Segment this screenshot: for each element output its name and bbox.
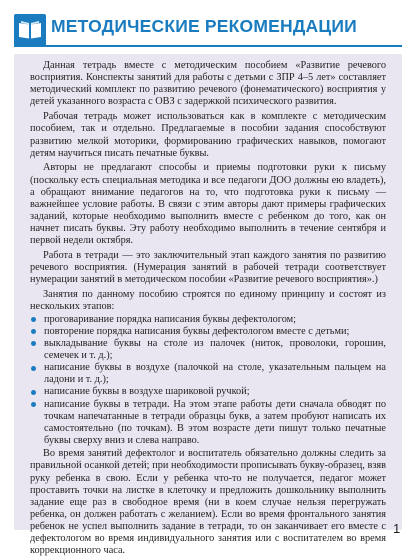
list-item: проговаривание порядка написания буквы дефектологом; xyxy=(30,314,386,326)
page-number: 1 xyxy=(393,521,401,536)
list-item: выкладывание буквы на столе из палочек (ниток, проволоки, горошин, семечек и т. д.); xyxy=(30,338,386,362)
bullet-icon xyxy=(31,317,36,322)
bullet-icon xyxy=(31,390,36,395)
page-title: МЕТОДИЧЕСКИЕ РЕКОМЕНДАЦИИ xyxy=(51,16,357,36)
paragraph-hand-preparation: Авторы не предлагают способы и приемы подготовки руки к письму (поскольку есть специальная методика и все педагоги ДОО должны ею владеть), а обращают внимание педагогов на то, что подготовка руки к письму — важнейшее условие работы. В связи с этим авторы дают примеры графических заданий, которые необходимо выполнить вместе с ребенком до того, как он начнет писать буквы. Эту работу необходимо выполнить в течение сентября и первой недели октября. xyxy=(30,162,386,247)
bullet-icon xyxy=(31,366,36,371)
paragraph-final-stage: Работа в тетради — это заключительный этап каждого занятия по развитию речевого восприятия. (Нумерация занятий в рабочей тетради соответствует нумерации занятий в методическом пособии «Развитие речевого восприятия».) xyxy=(30,250,386,286)
document-body xyxy=(30,60,386,560)
paragraph-intro: Данная тетрадь вместе с методическим пособием «Развитие речевого восприятия. Конспекты занятий для работы с детьми с ЗПР 4–5 лет» составляет методический комплект по развитию речевого (фонематического) восприятия у детей указанного возраста с ОВЗ с задержкой психического развития. xyxy=(30,60,386,108)
paragraph-workbook-usage: Рабочая тетрадь может использоваться как в комплекте с методическим пособием, так и отдельно. Предлагаемые в пособии задания способствуют развитию мелкой моторики, формированию графических навыков, помогают детям научиться писать печатные буквы. xyxy=(30,111,386,159)
paragraph-lesson-structure: Занятия по данному пособию строятся по единому принципу и состоят из нескольких этапов: xyxy=(30,289,386,313)
list-item: повторение порядка написания буквы дефектологом вместе с детьми; xyxy=(30,326,386,338)
list-item: написание буквы в воздухе (палочкой на столе, указательным пальцем на ладони и т. д.); xyxy=(30,362,386,386)
list-item: написание буквы в воздухе шариковой ручкой; xyxy=(30,386,386,398)
list-item: написание буквы в тетради. На этом этапе работы дети сначала обводят по точкам напечатанные в тетради образцы букв, а затем пробуют написать их самостоятельно (по точкам). В этом возрасте дети пишут только печатные буквы сверху вниз и слева направо. xyxy=(30,399,386,448)
paragraph-supervision: Во время занятий дефектолог и воспитатель обязательно должны следить за правильной осанкой детей; при необходимости прописывать букву-образец, взяв руку ребенка в свою. Если у ребенка что-то не получается, педагог может проставить точки на листке в клеточку и предложить дошкольнику выполнить задание еще раз в свободное время (ни в коем случае нельзя перегружать ребенка, он должен работать с желанием). Если во время фронтального занятия ребенок не успел выполнить задание в тетради, то он заканчивает его вместе с дефектологом во время индивидуального занятия или с воспитателем во время коррекционного часа. xyxy=(30,448,386,557)
page-header xyxy=(14,14,402,46)
bullet-icon xyxy=(31,341,36,346)
steps-list xyxy=(30,314,386,448)
open-book-icon xyxy=(14,14,46,46)
bullet-icon xyxy=(31,402,36,407)
bullet-icon xyxy=(31,329,36,334)
header-divider xyxy=(14,45,402,47)
